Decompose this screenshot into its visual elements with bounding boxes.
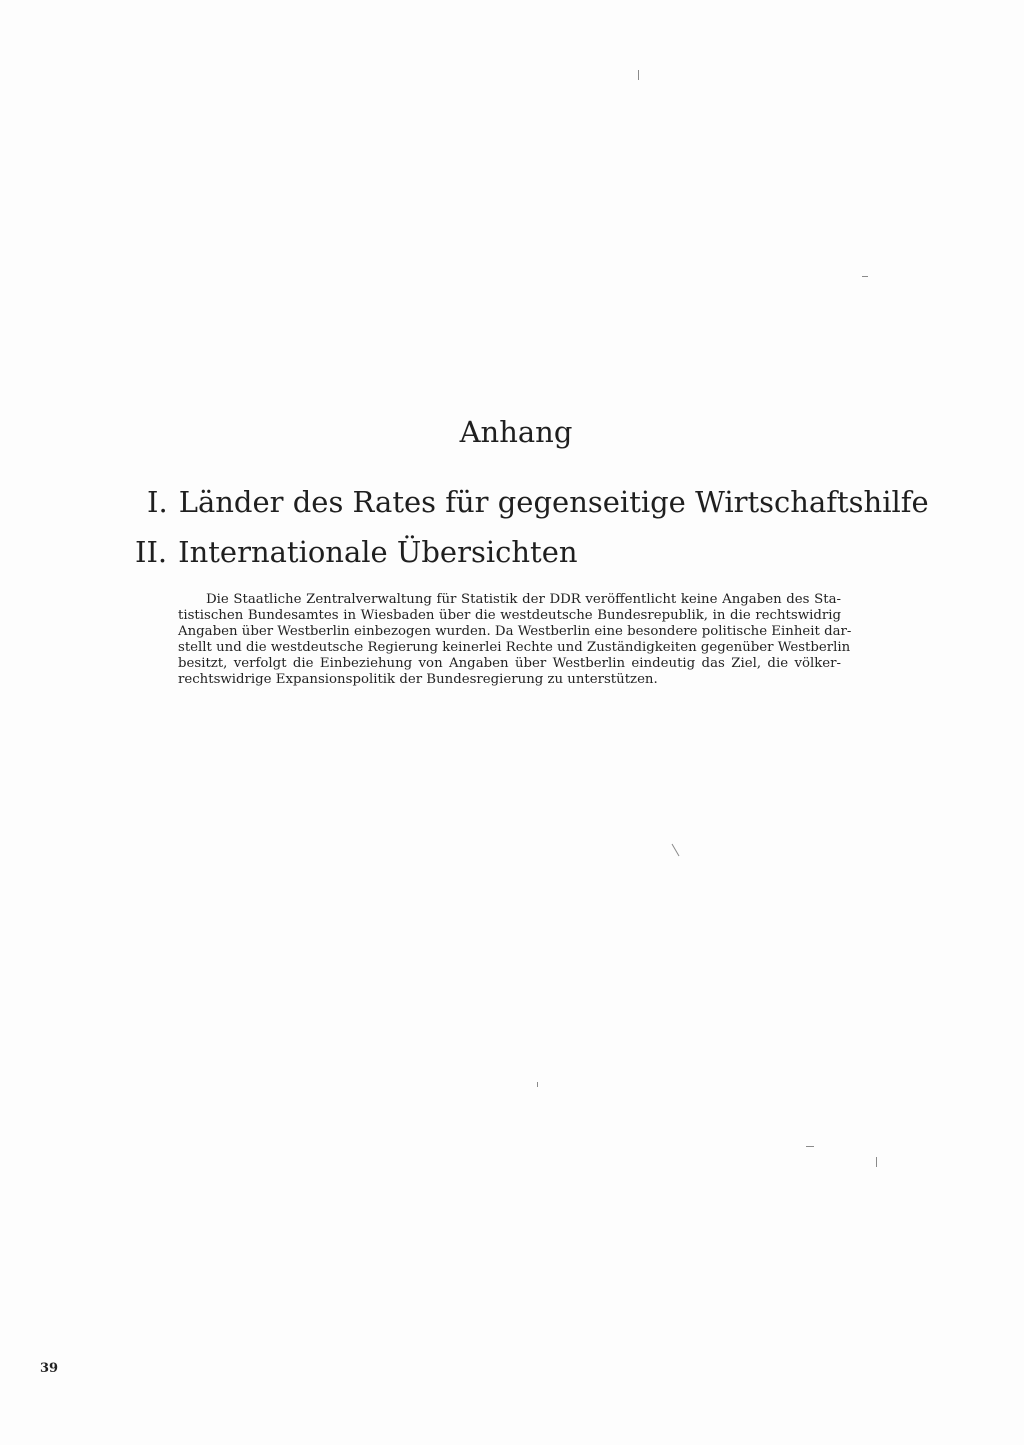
notice-paragraph: [178, 592, 852, 688]
notice-line: Die Staatliche Zentralverwaltung für Statistik der DDR veröffentlicht keine Angaben des Sta-: [206, 592, 841, 607]
section-heading-1: [147, 484, 929, 520]
scan-speck: [638, 70, 639, 80]
page-number: 39: [40, 1361, 59, 1376]
notice-line: Angaben über Westberlin einbezogen wurden. Da Westberlin eine besondere politische Einheit dar-: [178, 624, 852, 639]
section-title-2: Internationale Übersichten: [178, 535, 578, 569]
notice-line: rechtswidrige Expansionspolitik der Bundesregierung zu unterstützen.: [178, 672, 658, 687]
scan-speck: [876, 1157, 877, 1167]
notice-line: besitzt, verfolgt die Einbeziehung von Angaben über Westberlin eindeutig das Ziel, die völker-: [178, 656, 841, 671]
section-number-1: I.: [147, 485, 168, 519]
page-heading: Anhang: [459, 415, 573, 449]
scan-speck: [672, 844, 680, 857]
scan-speck: [537, 1082, 538, 1087]
section-number-2: II.: [135, 535, 168, 569]
section-title-1: Länder des Rates für gegenseitige Wirtschaftshilfe: [178, 485, 929, 519]
section-heading-2: [135, 534, 578, 570]
scan-speck: [806, 1146, 814, 1147]
scan-speck: [862, 276, 868, 277]
notice-line: stellt und die westdeutsche Regierung keinerlei Rechte und Zuständigkeiten gegenüber Westberlin: [178, 640, 851, 655]
notice-line: tistischen Bundesamtes in Wiesbaden über die westdeutsche Bundesrepublik, in die rechtswidrig: [178, 608, 841, 623]
